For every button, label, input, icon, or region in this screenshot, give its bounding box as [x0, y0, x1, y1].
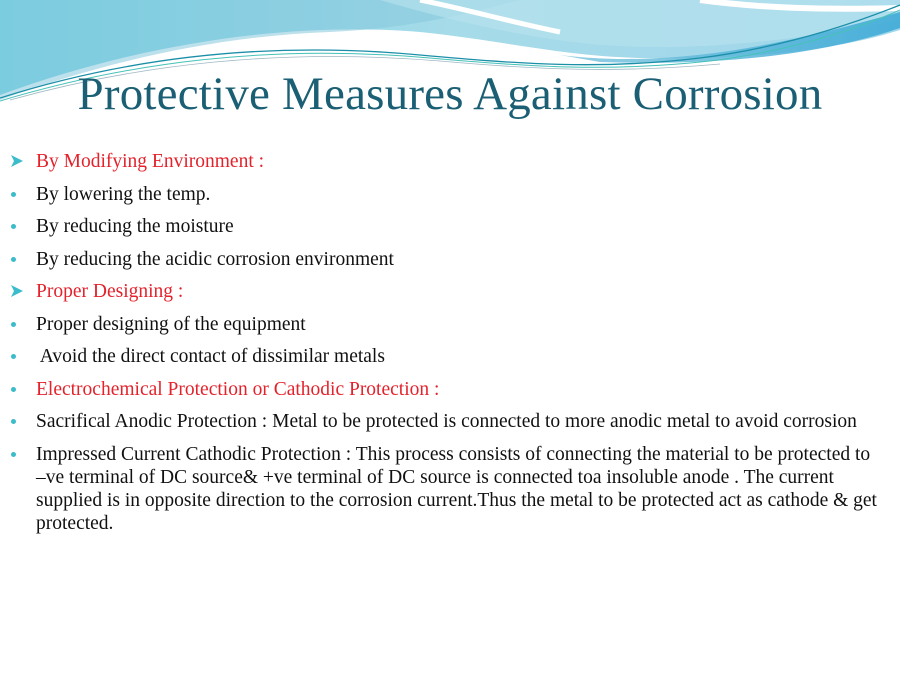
- list-item: [8, 410, 883, 433]
- list-item-heading: [8, 150, 883, 173]
- list-item: [8, 248, 883, 271]
- item-text: Electrochemical Protection or Cathodic Protection :: [36, 378, 440, 400]
- item-text: Impressed Current Cathodic Protection : This process consists of connecting the material to be protected to –ve terminal of DC source& +ve terminal of DC source is connected toa insoluble anode . The current supplied is in opposite direction to the corrosion current.Thus the metal to be protected act as cathode & get protected.: [36, 443, 877, 534]
- slide-title: Protective Measures Against Corrosion: [77, 68, 823, 120]
- item-text: Sacrifical Anodic Protection : Metal to be protected is connected to more anodic metal to avoid corrosion: [36, 411, 857, 432]
- list-item: [8, 313, 883, 336]
- list-item-heading: [8, 280, 883, 303]
- list-item: [8, 215, 883, 238]
- arrow-bullet-icon: [8, 150, 36, 168]
- item-text: Proper designing of the equipment: [36, 313, 306, 335]
- bullet-list: [8, 150, 883, 544]
- item-text: Proper Designing :: [36, 281, 184, 302]
- item-text: By lowering the temp.: [36, 183, 211, 205]
- dot-bullet-icon: [8, 345, 36, 359]
- dot-bullet-icon: [8, 443, 36, 457]
- dot-bullet-icon: [8, 183, 36, 197]
- dot-bullet-icon: [8, 410, 36, 424]
- list-item: [8, 345, 883, 368]
- item-text: By reducing the acidic corrosion environment: [36, 248, 394, 270]
- dot-bullet-icon: [8, 248, 36, 262]
- dot-bullet-icon: [8, 215, 36, 229]
- dot-bullet-icon: [8, 378, 36, 392]
- item-text: By reducing the moisture: [36, 216, 234, 237]
- list-item: [8, 183, 883, 206]
- item-text: By Modifying Environment :: [36, 151, 265, 172]
- dot-bullet-icon: [8, 313, 36, 327]
- list-item: [8, 443, 883, 535]
- item-text: Avoid the direct contact of dissimilar metals: [36, 346, 385, 367]
- arrow-bullet-icon: [8, 280, 36, 298]
- list-item-heading: [8, 378, 883, 401]
